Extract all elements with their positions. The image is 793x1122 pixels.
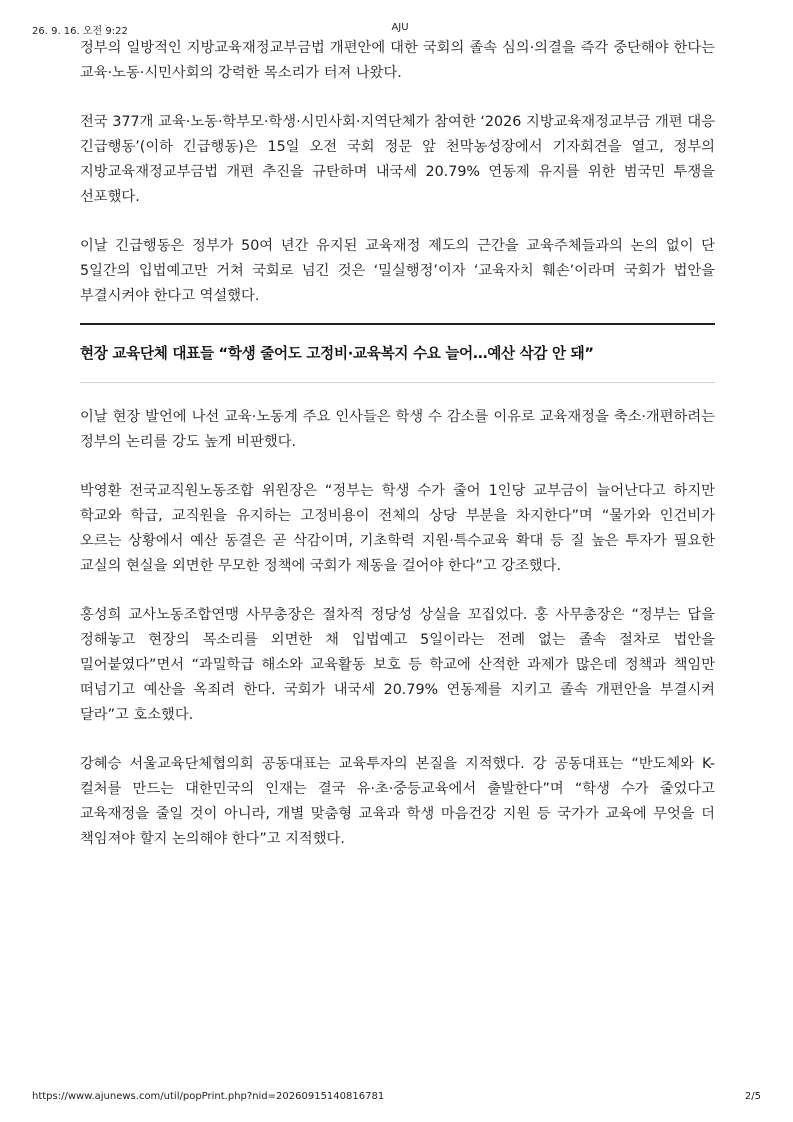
article-body — [80, 36, 715, 876]
article-paragraph: 이날 긴급행동은 정부가 50여 년간 유지된 교육재정 제도의 근간을 교육주체들과의 논의 없이 단 5일간의 입법예고만 거쳐 국회로 넘긴 것은 ‘밀실행정’이자 ‘교육자치 훼손’이라며 국회가 법안을 부결시켜야 한다고 역설했다. — [80, 238, 715, 304]
article-paragraph: 박영환 전국교직원노동조합 위원장은 “정부는 학생 수가 줄어 1인당 교부금이 늘어난다고 하지만 학교와 학급, 교직원을 유지하는 고정비용이 전체의 상당 부분을 차지한다”며 “물가와 인건비가 오르는 상황에서 예산 동결은 곧 삭감이며, 기초학력 지원·특수교육 확대 등 질 높은 투자가 필요한 교실의 현실을 외면한 무모한 정책에 국회가 제동을 걸어야 한다”고 강조했다. — [80, 483, 715, 574]
article-paragraph: 홍성희 교사노동조합연맹 사무총장은 절차적 정당성 상실을 꼬집었다. 홍 사무총장은 “정부는 답을 정해놓고 현장의 목소리를 외면한 채 입법예고 5일이라는 전례 없는 졸속 절차로 법안을 밀어붙였다”면서 “과밀학급 해소와 교육활동 보호 등 학교에 산적한 과제가 많은데 정책과 책임만 떠넘기고 예산을 옥죄려 한다. 국회가 내국세 20.79% 연동제를 지키고 졸속 개편안을 부결시켜 달라”고 호소했다. — [80, 607, 715, 723]
print-url: https://www.ajunews.com/util/popPrint.php?nid=20260915140816781 — [32, 1091, 385, 1102]
page-number: 2/5 — [744, 1091, 761, 1102]
article-paragraph: 강혜승 서울교육단체협의회 공동대표는 교육투자의 본질을 지적했다. 강 공동대표는 “반도체와 K-컬처를 만드는 대한민국의 인재는 결국 유·초·중등교육에서 출발한다”며 “학생 수가 줄었다고 교육재정을 줄일 것이 아니라, 개별 맞춤형 교육과 학생 마음건강 지원 등 국가가 교육에 무엇을 더 책임져야 할지 논의해야 한다”고 지적했다. — [80, 756, 715, 847]
article-subheading: 현장 교육단체 대표들 “학생 줄어도 고정비·교육복지 수요 늘어…예산 삭감 안 돼” — [80, 345, 594, 362]
print-datetime: 26. 9. 16. 오전 9:22 — [32, 26, 128, 37]
article-paragraph: 정부의 일방적인 지방교육재정교부금법 개편안에 대한 국회의 졸속 심의·의결을 즉각 중단해야 한다는 교육·노동·시민사회의 강력한 목소리가 터져 나왔다. — [80, 40, 715, 81]
article-paragraph: 전국 377개 교육·노동·학부모·학생·시민사회·지역단체가 참여한 ‘2026 지방교육재정교부금 개편 대응 긴급행동’(이하 긴급행동)은 15일 오전 국회 정문 앞 천막농성장에서 기자회견을 열고, 정부의 지방교육재정교부금법 개편 추진을 규탄하며 내국세 20.79% 연동제 유지를 위한 범국민 투쟁을 선포했다. — [80, 114, 715, 205]
article-paragraph: 이날 현장 발언에 나선 교육·노동계 주요 인사들은 학생 수 감소를 이유로 교육재정을 축소·개편하려는 정부의 논리를 강도 높게 비판했다. — [80, 409, 715, 450]
subheading-underline — [80, 382, 715, 383]
section-divider — [80, 323, 715, 325]
print-site-name: AJU — [391, 22, 409, 33]
